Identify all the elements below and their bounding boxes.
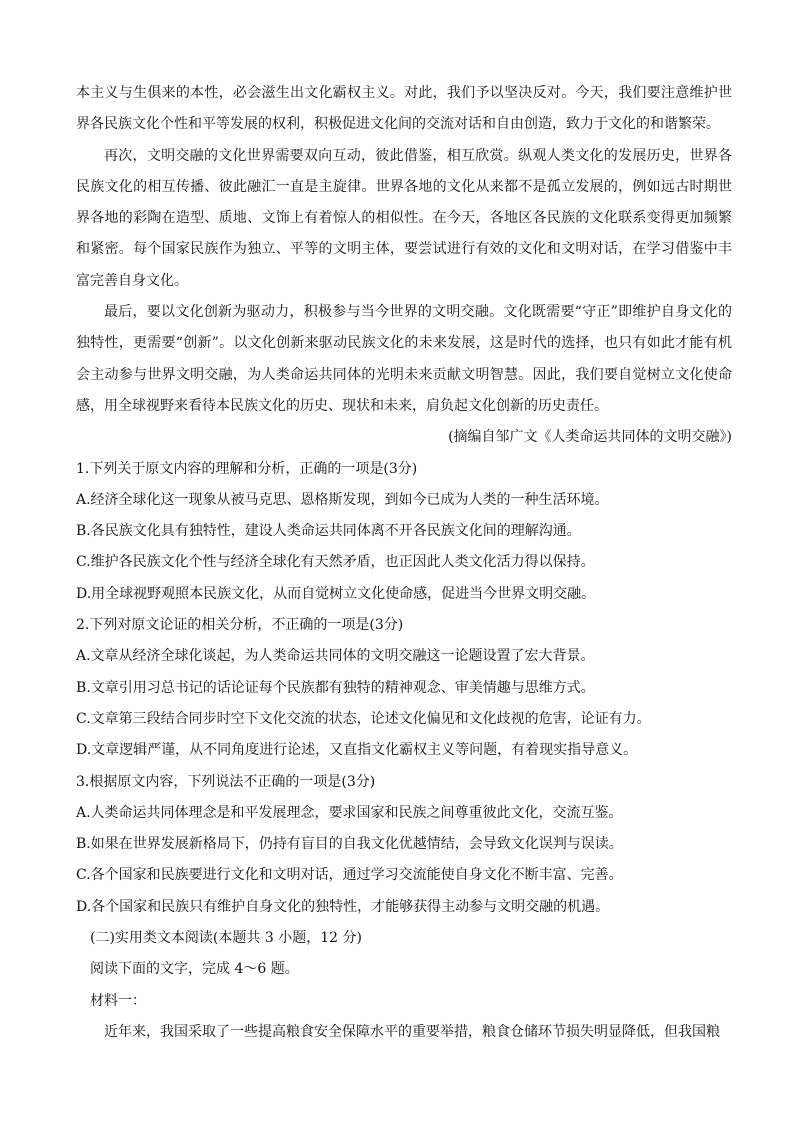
section-heading: (二)实用类文本阅读(本题共 3 小题，12 分) (90, 930, 362, 947)
question-option: A.经济全球化这一现象从被马克思、恩格斯发现，到如今已成为人类的一种生活环境。 (76, 491, 609, 508)
question-3 (76, 767, 732, 923)
question-option: C.文章第三段结合同步时空下文化交流的状态，论述文化偏见和文化歧视的危害，论证有力。 (76, 710, 651, 727)
question-option: D.各个国家和民族只有维护自身文化的独特性，才能够获得主动参与文明交融的机遇。 (76, 898, 610, 915)
question-1 (76, 454, 732, 610)
page-content (76, 78, 732, 1048)
question-option: D.用全球视野观照本民族文化，从而自觉树立文化使命感，促进当今世界文明交融。 (76, 585, 596, 602)
question-option: A.人类命运共同体理念是和平发展理念，要求国家和民族之间尊重彼此文化，交流互鉴。 (76, 804, 623, 821)
passage-paragraph-continued: 本主义与生俱来的本性，必会滋生出文化霸权主义。对此，我们予以坚决反对。今天，我们要注意维护世界各民族文化个性和平等发展的权利，积极促进文化间的交流对话和自由创造，致力于文化的和谐繁荣。 (76, 85, 732, 133)
material-label: 材料一： (90, 992, 146, 1009)
question-option: B.如果在世界发展新格局下，仍持有盲目的自我文化优越情结，会导致文化误判与误读。 (76, 836, 623, 853)
passage-paragraph-2: 再次，文明交融的文化世界需要双向互动，彼此借鉴，相互欣赏。纵观人类文化的发展历史，世界各民族文化的相互传播、彼此融汇一直是主旋律。世界各地的文化从来都不是孤立发展的，例如远古时期世界各地的彩陶在造型、质地、文饰上有着惊人的相似性。在今天，各地区各民族的文化联系变得更加频繁和紧密。每个国家民族作为独立、平等的文明主体，要尝试进行有效的文化和文明对话，在学习借鉴中丰富完善自身文化。 (76, 147, 732, 289)
question-option: B.文章引用习总书记的话论证每个民族都有独特的精神观念、审美情趣与思维方式。 (76, 679, 595, 696)
question-stem: 2.下列对原文论证的相关分析，不正确的一项是(3分) (76, 617, 404, 634)
question-option: C.维护各民族文化个性与经济全球化有天然矛盾，也正因此人类文化活力得以保持。 (76, 554, 595, 571)
question-2 (76, 610, 732, 766)
passage-source: (摘编自邹广文《人类命运共同体的文明交融》) (448, 429, 732, 446)
section-instruction: 阅读下面的文字，完成 4～6 题。 (90, 961, 299, 978)
question-option: C.各个国家和民族要进行文化和文明对话，通过学习交流能使自身文化不断丰富、完善。 (76, 867, 623, 884)
passage-paragraph-3: 最后，要以文化创新为驱动力，积极参与当今世界的文明交融。文化既需要“守正”即维护自身文化的独特性，更需要“创新”。以文化创新来驱动民族文化的未来发展，这是时代的选择，也只有如此才能有机会主动参与世界文明交融，为人类命运共同体的光明未来贡献文明智慧。因此，我们要自觉树立文化使命感，用全球视野来看待本民族文化的历史、现状和未来，肩负起文化创新的历史责任。 (76, 304, 732, 414)
question-option: D.文章逻辑严谨，从不同角度进行论述，又直指文化霸权主义等问题，有着现实指导意义。 (76, 742, 638, 759)
question-option: A.文章从经济全球化谈起，为人类命运共同体的文明交融这一论题设置了宏大背景。 (76, 648, 595, 665)
question-stem: 1.下列关于原文内容的理解和分析，正确的一项是(3分) (76, 460, 418, 477)
question-stem: 3.根据原文内容，下列说法不正确的一项是(3分) (76, 773, 376, 790)
material-text: 近年来，我国采取了一些提高粮食安全保障水平的重要举措，粮食仓储环节损失明显降低，但我国粮 (104, 1023, 720, 1040)
question-option: B.各民族文化具有独特性，建设人类命运共同体离不开各民族文化间的理解沟通。 (76, 523, 581, 540)
